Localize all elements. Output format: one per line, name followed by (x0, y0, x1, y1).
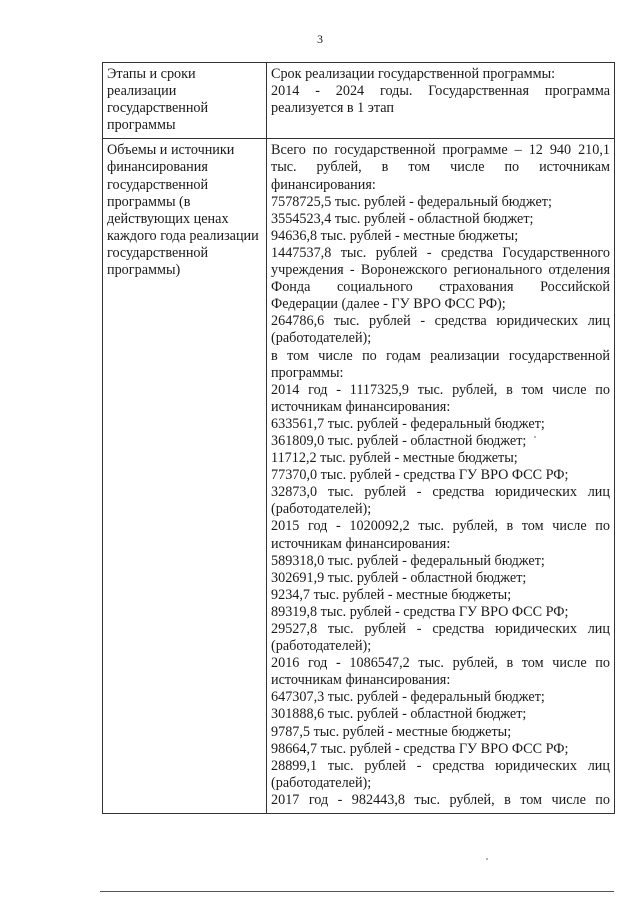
text-line: Срок реализации государственной программы: (271, 66, 556, 82)
text-line: 11712,2 тыс. рублей - местные бюджеты; (271, 450, 518, 467)
scan-speck (486, 858, 488, 860)
text-line: 2015 год - 1020092,2 тыс. рублей, в том числе по источникам финансирования: (271, 518, 610, 552)
text-line: 98664,7 тыс. рублей - средства ГУ ВРО ФСС РФ; (271, 740, 569, 757)
text-line: 7578725,5 тыс. рублей - федеральный бюджет; (271, 193, 552, 210)
text-line: 1447537,8 тыс. рублей - средства Государственного учреждения - Воронежского регионального отделения Фонда социального страхования Российской Федерации (далее - ГУ ВРО ФСС РФ); (271, 244, 610, 313)
text-line: 28899,1 тыс. рублей - средства юридических лиц (работодателей); (271, 757, 610, 791)
text-line: 9234,7 тыс. рублей - местные бюджеты; (271, 586, 512, 603)
text-line: 2016 год - 1086547,2 тыс. рублей, в том числе по источникам финансирования: (271, 655, 610, 689)
row-label-funding: Объемы и источники финансирования государственной программы (в действующих ценах каждого года реализации государственной программы) (103, 139, 267, 814)
text-line: 32873,0 тыс. рублей - средства юридических лиц (работодателей); (271, 484, 610, 518)
text-line: 633561,7 тыс. рублей - федеральный бюджет; (271, 415, 545, 432)
text-line: 647307,3 тыс. рублей - федеральный бюджет; (271, 689, 545, 706)
text-line: 301888,6 тыс. рублей - областной бюджет; (271, 706, 527, 723)
text-line: 2014 - 2024 годы. Государственная программа реализуется в 1 этап (271, 83, 610, 117)
table-row (103, 139, 615, 814)
text-line: в том числе по годам реализации государственной программы: (271, 347, 610, 381)
bottom-rule (100, 891, 614, 892)
row-value-stages (267, 63, 615, 139)
text-line: 77370,0 тыс. рублей - средства ГУ ВРО ФСС РФ; (271, 467, 569, 484)
text-line: 9787,5 тыс. рублей - местные бюджеты; (271, 723, 512, 740)
text-line: 29527,8 тыс. рублей - средства юридических лиц (работодателей); (271, 621, 610, 655)
text-line: 264786,6 тыс. рублей - средства юридических лиц (работодателей); (271, 313, 610, 347)
text-line: 302691,9 тыс. рублей - областной бюджет; (271, 569, 527, 586)
text-line: 2017 год - 982443,8 тыс. рублей, в том числе по (271, 791, 610, 808)
scan-speck (534, 436, 536, 438)
text-line: 89319,8 тыс. рублей - средства ГУ ВРО ФСС РФ; (271, 603, 569, 620)
page-number: 3 (317, 32, 323, 46)
table-row (103, 63, 615, 139)
text-line: 2014 год - 1117325,9 тыс. рублей, в том числе по источникам финансирования: (271, 381, 610, 415)
text-line: Всего по государственной программе – 12 940 210,1 тыс. рублей, в том числе по источникам финансирования: (271, 142, 610, 193)
row-label-stages: Этапы и сроки реализации государственной программы (103, 63, 267, 139)
row-value-funding (267, 139, 615, 814)
passport-table (102, 62, 615, 814)
text-line: 589318,0 тыс. рублей - федеральный бюджет; (271, 552, 545, 569)
text-line: 94636,8 тыс. рублей - местные бюджеты; (271, 227, 519, 244)
text-line: 3554523,4 тыс. рублей - областной бюджет; (271, 210, 534, 227)
text-line: 361809,0 тыс. рублей - областной бюджет; (271, 432, 527, 449)
